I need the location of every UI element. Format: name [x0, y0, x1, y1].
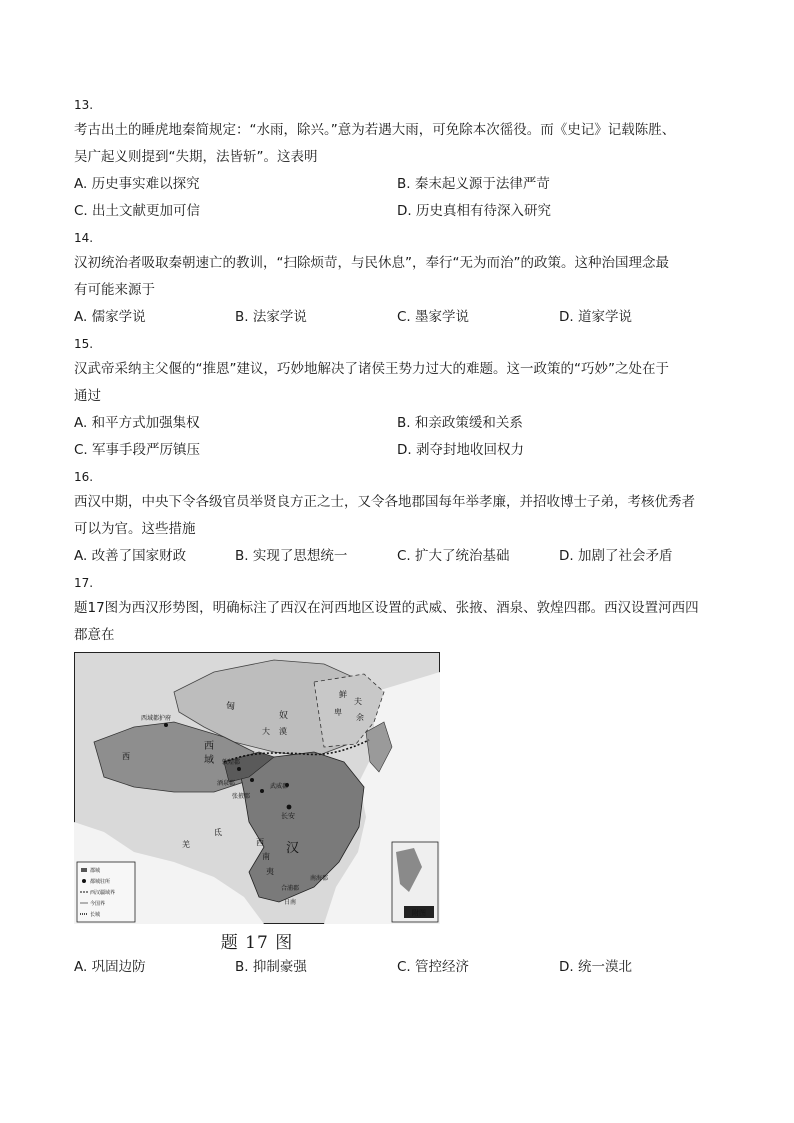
label-qiang: 羌 — [182, 840, 190, 849]
dunhuang-city-dot — [237, 767, 241, 771]
legend-swatch-capital — [82, 879, 86, 883]
question-16-option-b[interactable]: B. 实现了思想统一 — [235, 548, 348, 564]
question-13-stem-line-2: 吴广起义则提到“失期，法皆斩”。这表明 — [74, 149, 318, 165]
question-15-stem-line-2: 通过 — [74, 388, 101, 404]
label-xiongnu-1: 匈 — [226, 702, 236, 712]
changan-capital-dot — [287, 805, 292, 810]
question-13-option-b[interactable]: B. 秦末起义源于法律严苛 — [397, 176, 550, 192]
question-16-option-d[interactable]: D. 加剧了社会矛盾 — [559, 548, 673, 564]
label-duhufu: 西域都护府 — [141, 715, 172, 722]
question-17-option-c[interactable]: C. 管控经济 — [397, 959, 470, 975]
question-13-stem-line-1: 考古出土的睡虎地秦简规定：“水雨，除兴。”意为若遇大雨，可免除本次徭役。而《史记》记载陈胜、 — [74, 122, 676, 138]
label-xianbei-2: 卑 — [334, 708, 342, 717]
question-17-option-b[interactable]: B. 抑制豪强 — [235, 959, 307, 975]
label-hepu: 合浦郡 — [281, 885, 300, 892]
question-16-stem-line-1: 西汉中期，中央下令各级官员举贤良方正之士，又令各地郡国每年举孝廉，并招收博士子弟，考核优秀者 — [74, 494, 695, 510]
question-15-option-b[interactable]: B. 和亲政策缓和关系 — [397, 415, 523, 431]
label-xi: 西 — [122, 752, 130, 761]
label-changan: 长安 — [281, 812, 295, 820]
question-14-number: 14. — [74, 231, 94, 245]
question-15-option-d[interactable]: D. 剥夺封地收回权力 — [397, 442, 524, 458]
western-han-map-svg — [74, 652, 440, 924]
label-han: 汉 — [286, 841, 300, 856]
label-xinan-3: 夷 — [266, 867, 274, 876]
question-15-stem-line-1: 汉武帝采纳主父偃的“推恩”建议，巧妙地解决了诸侯王势力过大的难题。这一政策的“巧妙”之处在于 — [74, 361, 669, 377]
question-17-stem-line-1: 题17图为西汉形势图，明确标注了西汉在河西地区设置的武威、张掖、酒泉、敦煌四郡。西汉设置河西四 — [74, 600, 699, 616]
inset-corner-label: 附图 — [412, 909, 426, 917]
zhangye-city-dot — [260, 789, 264, 793]
question-14-option-d[interactable]: D. 道家学说 — [559, 309, 632, 325]
question-13-number: 13. — [74, 98, 94, 112]
label-dunhuang: 敦煌郡 — [222, 759, 241, 766]
duhufu-city-dot — [164, 723, 168, 727]
label-xiyu-2: 域 — [204, 755, 214, 766]
question-13-option-d[interactable]: D. 历史真相有待深入研究 — [397, 203, 551, 219]
question-14-option-a[interactable]: A. 儒家学说 — [74, 309, 146, 325]
question-14-option-b[interactable]: B. 法家学说 — [235, 309, 307, 325]
question-17-option-a[interactable]: A. 巩固边防 — [74, 959, 146, 975]
label-rinan: 日南 — [284, 899, 297, 906]
map-caption: 题 17 图 — [220, 933, 294, 953]
question-17-option-d[interactable]: D. 统一漠北 — [559, 959, 632, 975]
western-han-map — [74, 652, 440, 950]
label-nanhai: 南海郡 — [310, 875, 329, 882]
question-17-number: 17. — [74, 576, 94, 590]
label-fuyu-2: 余 — [356, 713, 364, 722]
label-zhangye: 张掖郡 — [232, 793, 251, 800]
question-14-stem-line-1: 汉初统治者吸取秦朝速亡的教训，“扫除烦苛，与民休息”，奉行“无为而治”的政策。这种治国理念最 — [74, 255, 669, 271]
legend-swatch-county — [81, 868, 87, 872]
label-damo-2: 漠 — [279, 727, 287, 736]
label-damo-1: 大 — [262, 727, 270, 736]
question-15-option-a[interactable]: A. 和平方式加强集权 — [74, 415, 200, 431]
legend-label-county: 郡城 — [90, 868, 101, 874]
label-xinan-1: 西 — [256, 838, 264, 847]
label-jiuquan: 酒泉郡 — [217, 780, 236, 787]
question-14-option-c[interactable]: C. 墨家学说 — [397, 309, 470, 325]
label-wuwei: 武威郡 — [270, 783, 289, 790]
legend-label-border: 西汉疆域界 — [90, 890, 116, 896]
question-16-number: 16. — [74, 470, 94, 484]
legend-label-wall: 长城 — [90, 912, 101, 918]
question-13-option-c[interactable]: C. 出土文献更加可信 — [74, 203, 201, 219]
label-qiang-2: 氐 — [214, 828, 222, 837]
label-xinan-2: 南 — [262, 852, 270, 861]
jiuquan-city-dot — [250, 778, 254, 782]
label-xiyu-1: 西 — [204, 741, 214, 752]
legend-label-capital: 都城驻所 — [90, 879, 111, 885]
question-14-stem-line-2: 有可能来源于 — [74, 282, 155, 298]
question-17-stem-line-2: 郡意在 — [74, 627, 115, 643]
label-xianbei-1: 鲜 — [339, 690, 347, 699]
question-15-number: 15. — [74, 337, 94, 351]
label-fuyu-1: 夫 — [354, 697, 362, 706]
question-15-option-c[interactable]: C. 军事手段严厉镇压 — [74, 442, 201, 458]
question-13-option-a[interactable]: A. 历史事实难以探究 — [74, 176, 200, 192]
label-xiongnu-2: 奴 — [279, 711, 289, 721]
question-16-option-a[interactable]: A. 改善了国家财政 — [74, 548, 187, 564]
question-16-option-c[interactable]: C. 扩大了统治基础 — [397, 548, 510, 564]
legend-label-modern-border: 今国界 — [90, 901, 106, 907]
question-16-stem-line-2: 可以为官。这些措施 — [74, 521, 196, 537]
